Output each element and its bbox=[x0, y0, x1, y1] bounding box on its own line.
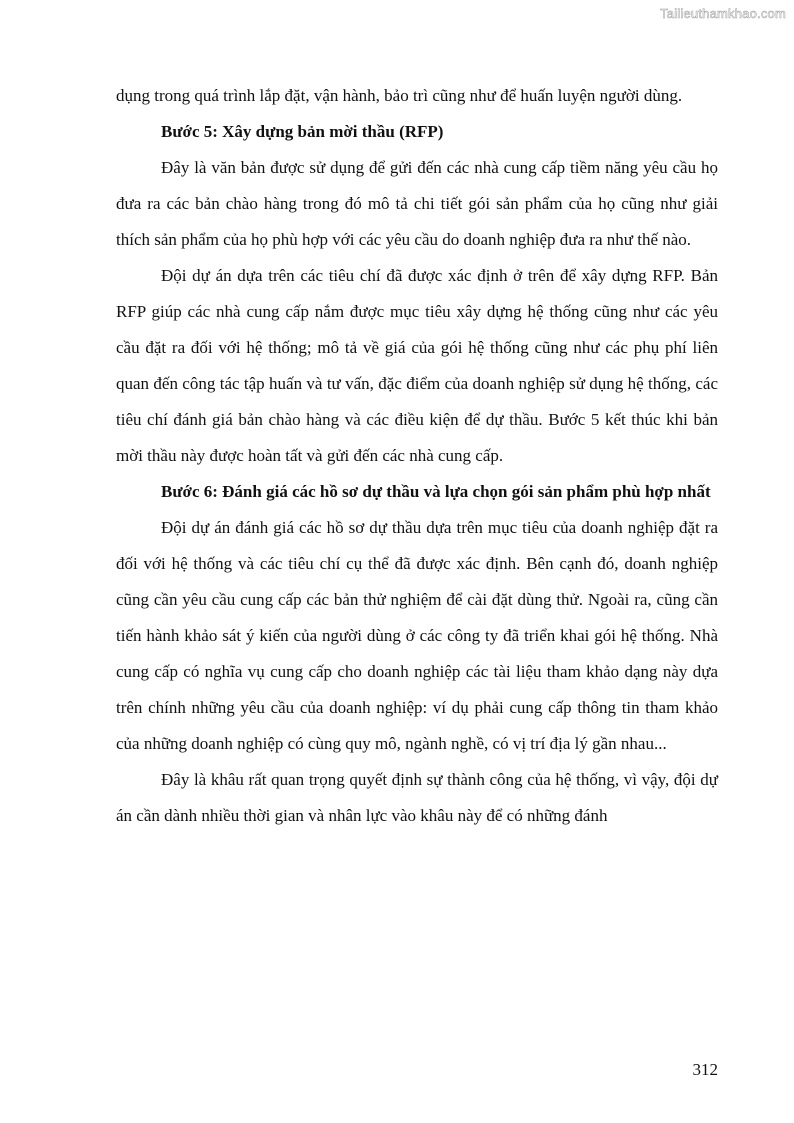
paragraph-rfp-contents: Đội dự án dựa trên các tiêu chí đã được xác định ở trên để xây dựng RFP. Bản RFP giúp các nhà cung cấp nắm được mục tiêu xây dựng hệ thống cũng như các yêu cầu đặt ra đối với hệ thống; mô tả về giá của gói hệ thống cũng như các phụ phí liên quan đến công tác tập huấn và tư vấn, đặc điểm của doanh nghiệp sử dụng hệ thống, các tiêu chí đánh giá bản chào hàng và các điều kiện để dự thầu. Bước 5 kết thúc khi bản mời thầu này được hoàn tất và gửi đến các nhà cung cấp. bbox=[116, 266, 718, 465]
paragraph-importance: Đây là khâu rất quan trọng quyết định sự thành công của hệ thống, vì vậy, đội dự án cần dành nhiều thời gian và nhân lực vào khâu này để có những đánh bbox=[116, 770, 718, 825]
document-body bbox=[116, 78, 718, 834]
paragraph-bid-evaluation: Đội dự án đánh giá các hồ sơ dự thầu dựa trên mục tiêu của doanh nghiệp đặt ra đối với hệ thống và các tiêu chí cụ thể đã được xác định. Bên cạnh đó, doanh nghiệp cũng cần yêu cầu cung cấp các bản thử nghiệm để cài đặt dùng thử. Ngoài ra, cũng cần tiến hành khảo sát ý kiến của người dùng ở các công ty đã triển khai gói hệ thống. Nhà cung cấp có nghĩa vụ cung cấp cho doanh nghiệp các tài liệu tham khảo dạng này dựa trên chính những yêu cầu của doanh nghiệp: ví dụ phải cung cấp thông tin tham khảo của những doanh nghiệp có cùng quy mô, ngành nghề, có vị trí địa lý gần nhau... bbox=[116, 518, 718, 753]
section-heading-step-5: Bước 5: Xây dựng bản mời thầu (RFP) bbox=[161, 122, 444, 141]
paragraph-rfp-definition: Đây là văn bản được sử dụng để gửi đến các nhà cung cấp tiềm năng yêu cầu họ đưa ra các bản chào hàng trong đó mô tả chi tiết gói sản phẩm của họ cũng như giải thích sản phẩm của họ phù hợp với các yêu cầu do doanh nghiệp đưa ra như thế nào. bbox=[116, 158, 718, 249]
watermark-text: Tailieuthamkhao.com bbox=[660, 6, 786, 21]
section-heading-step-6: Bước 6: Đánh giá các hồ sơ dự thầu và lựa chọn gói sản phẩm phù hợp nhất bbox=[161, 482, 711, 501]
page-number: 312 bbox=[692, 1060, 718, 1079]
paragraph-continuation: dụng trong quá trình lắp đặt, vận hành, bảo trì cũng như để huấn luyện người dùng. bbox=[116, 86, 683, 105]
